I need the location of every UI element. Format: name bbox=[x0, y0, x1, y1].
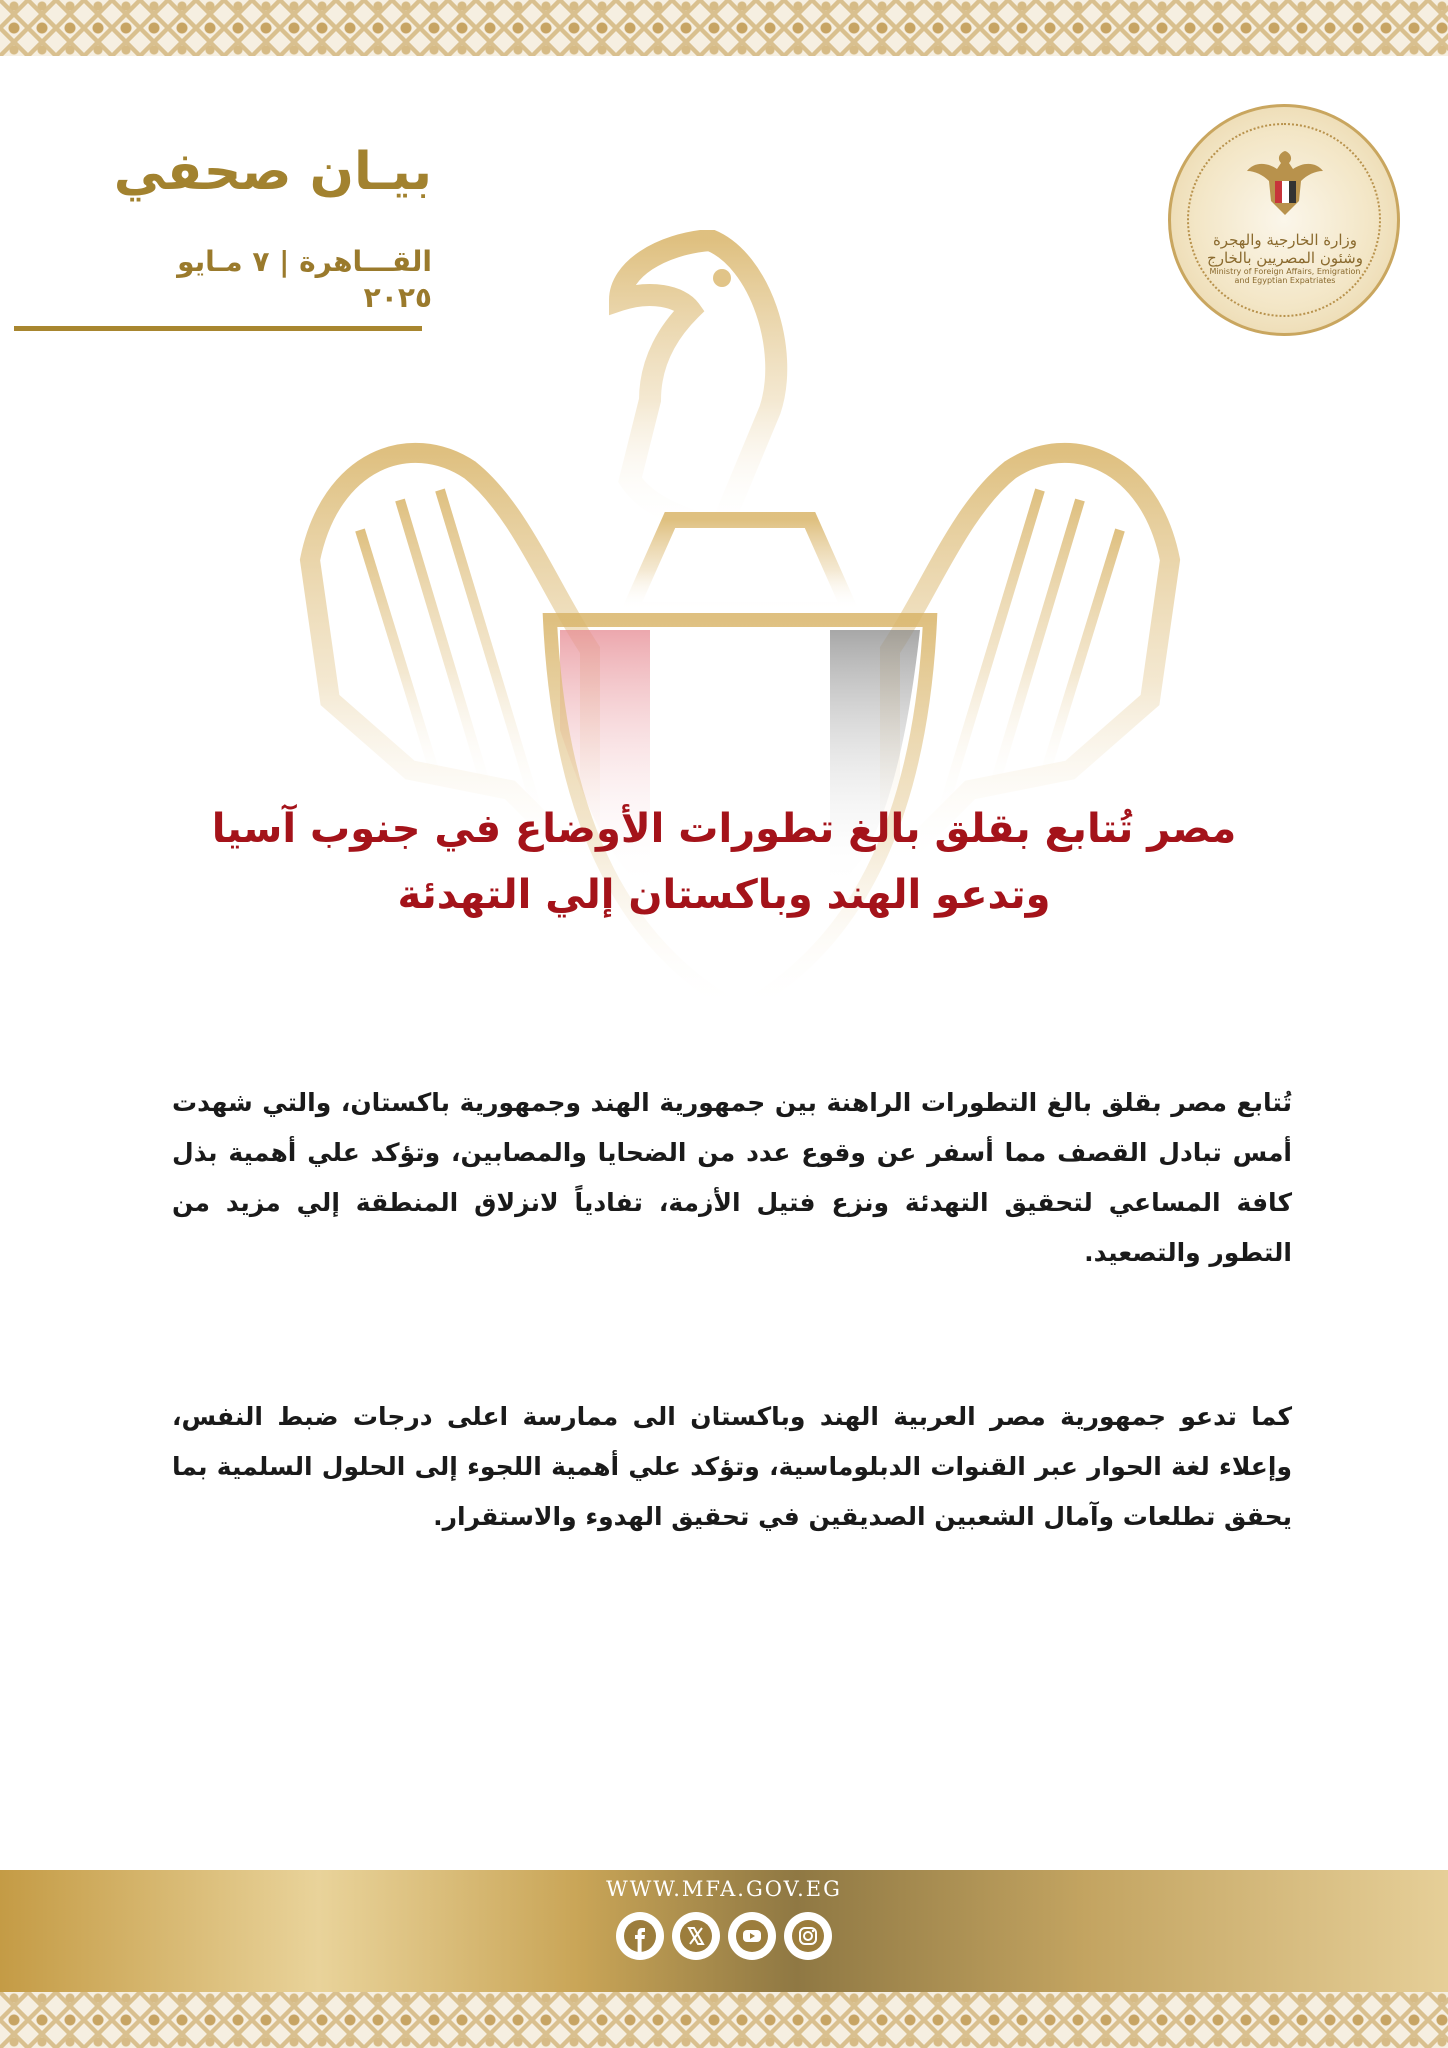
body-paragraph-2: كما تدعو جمهورية مصر العربية الهند وباكستان الى ممارسة اعلى درجات ضبط النفس، وإعلاء لغة الحوار عبر القنوات الدبلوماسية، وتؤكد علي أهمية اللجوء إلى الحلول السلمية بما يحقق تطلعات وآمال الشعبين الصديقين في تحقيق الهدوء والاستقرار. bbox=[172, 1402, 1292, 1531]
top-ornamental-border bbox=[0, 0, 1448, 56]
seal-ministry-name: وزارة الخارجية والهجرة وشئون المصريين بالخارج bbox=[1207, 231, 1363, 267]
dateline: القـــاهرة | ٧ مـايو ٢٠٢٥ bbox=[177, 245, 432, 314]
facebook-icon[interactable] bbox=[616, 1912, 664, 1960]
body-paragraph-1: تُتابع مصر بقلق بالغ التطورات الراهنة بين جمهورية الهند وجمهورية باكستان، والتي شهدت أمس تبادل القصف مما أسفر عن وقوع عدد من الضحايا والمصابين، وتؤكد علي أهمية بذل كافة المساعي لتحقيق التهدئة ونزع فتيل الأزمة، تفادياً لانزلاق المنطقة إلي مزيد من التطور والتصعيد. bbox=[172, 1088, 1292, 1267]
social-links bbox=[614, 1912, 834, 1968]
headline bbox=[140, 796, 1308, 928]
eagle-emblem-icon bbox=[1243, 147, 1327, 227]
x-icon[interactable] bbox=[672, 1912, 720, 1960]
website-link[interactable]: WWW.MFA.GOV.EG bbox=[606, 1877, 842, 1901]
press-release-title: بيـان صحفي bbox=[113, 142, 432, 202]
headline-line-1: مصر تُتابع بقلق بالغ تطورات الأوضاع في جنوب آسيا bbox=[211, 806, 1237, 852]
seal-ministry-name-en: Ministry of Foreign Affairs, Emigration and Egyptian Expatriates bbox=[1209, 267, 1361, 285]
bottom-ornamental-border bbox=[0, 1992, 1448, 2048]
headline-line-2: وتدعو الهند وباكستان إلي التهدئة bbox=[397, 872, 1051, 918]
ministry-seal-logo bbox=[1168, 104, 1400, 336]
instagram-icon[interactable] bbox=[784, 1912, 832, 1960]
youtube-icon[interactable] bbox=[728, 1912, 776, 1960]
